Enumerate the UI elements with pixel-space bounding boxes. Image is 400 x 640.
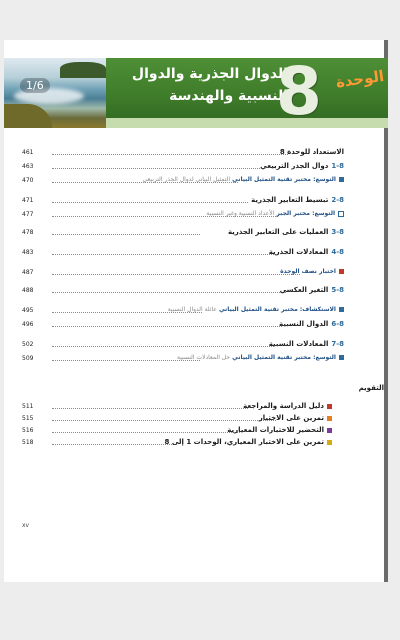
lesson-title: التغير العكسي — [279, 286, 329, 294]
lesson-code: 7-8 — [331, 340, 344, 348]
toc-page-number: 463 — [22, 163, 34, 170]
lesson-title: المعادلات الجذرية — [268, 248, 329, 256]
toc-page-number: 478 — [22, 229, 34, 236]
toc-page-number: 471 — [22, 197, 34, 204]
toc-leader-dots — [52, 420, 276, 422]
toc-page-number: 488 — [22, 287, 34, 294]
toc-entry-tag: اختبار نصف الوحدة — [280, 268, 336, 275]
toc-page-number: 518 — [22, 439, 34, 446]
toc-entry-title — [177, 354, 344, 361]
toc-entry-title — [206, 210, 344, 217]
page-folio: xv — [22, 522, 30, 529]
toc-row[interactable] — [22, 210, 344, 224]
assessment-marker-icon — [327, 428, 332, 433]
toc-marker-icon — [339, 269, 344, 274]
toc-entry-title — [280, 268, 344, 275]
lesson-code: 1-8 — [331, 162, 344, 170]
lesson-title: المعادلات النسبية — [268, 340, 329, 348]
toc-marker-icon — [339, 307, 344, 312]
toc-entry-tag: التوسع: مختبر تقنية التمثيل البياني — [230, 354, 336, 361]
assessment-title — [227, 426, 332, 434]
assessment-title — [259, 414, 332, 422]
toc-row[interactable] — [22, 320, 344, 334]
toc-page-number: 477 — [22, 211, 34, 218]
toc-entry-description: عائلة الدوال النسبية — [167, 306, 217, 313]
toc-marker-icon — [338, 211, 344, 217]
toc-entry-title — [143, 176, 344, 183]
unit-title-line-1: الدوال الجذرية والدوال — [131, 66, 288, 82]
lesson-title: تبسيط التعابير الجذرية — [251, 196, 329, 204]
toc-leader-dots — [52, 202, 248, 204]
unit-banner — [4, 53, 388, 130]
toc-entry-description: التمثيل البياني لدوال الجذر التربيعي — [142, 176, 231, 183]
lesson-code: 4-8 — [331, 248, 344, 256]
assessment-title-text: تمرين على الاختبار المعياري، الوحدات 1 إلى 8 — [164, 438, 324, 446]
toc-entry-title — [269, 340, 344, 348]
assessment-title-text: دليل الدراسة والمراجعة — [243, 402, 324, 410]
lesson-title: دوال الجذر التربيعي — [260, 162, 329, 170]
document-page — [4, 40, 388, 582]
lesson-code: 2-8 — [331, 196, 344, 204]
toc-page-number: 495 — [22, 307, 34, 314]
toc-entry-title — [251, 196, 344, 204]
toc-row[interactable] — [22, 286, 344, 300]
toc-entry-title — [280, 148, 344, 156]
toc-leader-dots — [52, 234, 200, 236]
toc-leader-dots — [52, 154, 288, 156]
toc-page-number: 487 — [22, 269, 34, 276]
toc-entry-title — [228, 228, 344, 236]
toc-row[interactable] — [22, 306, 344, 320]
toc-entry-title — [168, 306, 344, 313]
toc-page-number: 516 — [22, 427, 34, 434]
toc-row[interactable] — [22, 228, 344, 242]
bottom-bar — [0, 582, 400, 640]
toc-leader-dots — [52, 168, 260, 170]
unit-title-line-2: النسبية والهندسة — [169, 88, 288, 104]
toc-page-number: 470 — [22, 177, 34, 184]
toc-marker-icon — [339, 177, 344, 182]
toc-marker-icon — [339, 355, 344, 360]
toc-row[interactable] — [22, 268, 344, 282]
assessment-marker-icon — [327, 404, 332, 409]
cover-photo — [4, 58, 106, 128]
assessment-row[interactable] — [22, 438, 344, 452]
assessment-marker-icon — [327, 416, 332, 421]
assessment-heading: التقويم — [358, 384, 384, 392]
toc-page-number: 461 — [22, 149, 34, 156]
top-bar — [0, 0, 400, 40]
toc-leader-dots — [52, 326, 282, 328]
unit-number: 8 — [276, 53, 322, 130]
lesson-code: 6-8 — [331, 320, 344, 328]
lesson-code: 3-8 — [331, 228, 344, 236]
toc-row[interactable] — [22, 148, 344, 162]
toc-entry-tag: الاستكشاف: مختبر تقنية التمثيل البياني — [216, 306, 336, 313]
toc-page-number: 511 — [22, 403, 34, 410]
lesson-code: 5-8 — [331, 286, 344, 294]
toc-entry-tag: التوسع: مختبر تقنية التمثيل البياني — [230, 176, 336, 183]
toc-row[interactable] — [22, 340, 344, 354]
toc-leader-dots — [52, 432, 240, 434]
title-band — [106, 53, 388, 130]
toc-page-number: 502 — [22, 341, 34, 348]
toc-page-number: 515 — [22, 415, 34, 422]
assessment-title — [243, 402, 332, 410]
toc-entry-title — [260, 162, 344, 170]
assessment-marker-icon — [327, 440, 332, 445]
toc-entry-title — [279, 320, 344, 328]
toc-leader-dots — [52, 444, 174, 446]
toc-leader-dots — [52, 346, 274, 348]
toc-row[interactable] — [22, 354, 344, 368]
toc-entry-title — [269, 248, 344, 256]
lesson-title: الدوال النسبية — [279, 320, 329, 328]
photo-rocks — [4, 104, 52, 128]
toc-row[interactable] — [22, 248, 344, 262]
assessment-title-text: تمرين على الاختبار — [258, 414, 324, 422]
assessment-title-text: التحضير للاختبارات المعيارية — [227, 426, 324, 434]
toc-entry-tag: التوسع: مختبر الجبر — [274, 210, 335, 217]
toc-page-number: 509 — [22, 355, 34, 362]
toc-page-number: 483 — [22, 249, 34, 256]
toc-row[interactable] — [22, 176, 344, 190]
toc-leader-dots — [52, 274, 300, 276]
toc-row[interactable] — [22, 196, 344, 210]
toc-leader-dots — [52, 254, 278, 256]
toc-entry-title — [280, 286, 344, 294]
toc-entry-description: حل المعادلات النسبية — [177, 354, 231, 361]
lesson-title: الاستعداد للوحدة 8 — [279, 148, 344, 156]
toc-leader-dots — [52, 408, 248, 410]
page-indicator: 1/6 — [20, 78, 50, 93]
toc-page-number: 496 — [22, 321, 34, 328]
lesson-title: العمليات على التعابير الجذرية — [227, 228, 329, 236]
photo-trees — [60, 62, 106, 78]
vertical-credit-line — [352, 340, 360, 490]
toc-row[interactable] — [22, 162, 344, 176]
unit-word: الوحدة — [334, 66, 386, 92]
assessment-title — [165, 438, 332, 446]
toc-leader-dots — [52, 292, 286, 294]
toc-entry-description: الأعداد النسبية وغير النسبية — [206, 210, 275, 217]
